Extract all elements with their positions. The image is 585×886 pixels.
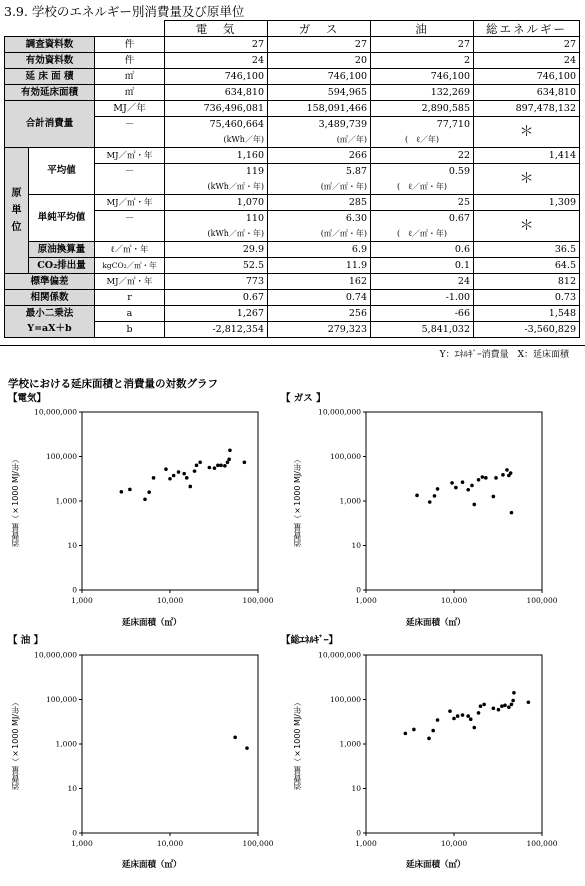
data-point: [182, 472, 186, 476]
header-oil: 油: [371, 21, 474, 37]
data-point: [492, 495, 496, 499]
table-row: 調査資料数 件 27 27 27 27: [5, 37, 580, 53]
x-tick-label: 10,000: [440, 596, 468, 605]
data-point: [456, 714, 460, 718]
y-tick-label: 1,000: [339, 739, 361, 749]
section-divider: [0, 345, 585, 346]
scatter-chart-oil: [0, 643, 290, 858]
x-tick-label: 1,000: [355, 839, 377, 848]
data-point: [492, 707, 496, 711]
data-point: [510, 511, 514, 515]
page-title: 3.9. 学校のエネルギー別消費量及び原単位: [4, 4, 245, 19]
data-point: [527, 700, 531, 704]
table-row: 最小二乗法 a 1,267 256 -66 1,548: [5, 306, 580, 322]
data-point: [152, 476, 156, 480]
data-point: [431, 729, 435, 733]
x-tick-label: 100,000: [242, 596, 274, 605]
data-point: [143, 497, 147, 501]
table-row: － 75,460,664 3,489,739 77,710 ＊: [5, 117, 580, 133]
data-point: [195, 464, 199, 468]
side-label-unit: 原単位: [5, 148, 29, 274]
y-axis-label: 消費量（×1000 MJ/年）: [293, 455, 302, 547]
x-tick-label: 10,000: [156, 839, 184, 848]
data-point: [164, 467, 168, 471]
data-point: [484, 476, 488, 480]
data-point: [216, 464, 220, 468]
data-point: [168, 477, 172, 481]
y-tick-label: 10: [67, 541, 77, 550]
data-point: [500, 704, 504, 708]
data-point: [461, 713, 465, 717]
y-tick-label: 1,000: [55, 739, 77, 749]
scatter-chart-gas: [284, 400, 574, 615]
data-point: [466, 488, 470, 492]
x-tick-label: 1,000: [71, 839, 93, 848]
table-row: 有効延床面積 ㎡ 634,810 594,965 132,269 634,810: [5, 85, 580, 101]
y-tick-label: 100,000: [329, 452, 361, 461]
y-tick-label: 10: [351, 541, 361, 550]
table-row: CO₂排出量 kgCO₂／㎡・年 52.5 11.9 0.1 64.5: [5, 258, 580, 274]
y-tick-label: 10,000,000: [34, 407, 77, 417]
data-point: [501, 473, 505, 477]
data-point: [219, 464, 223, 468]
data-point: [454, 486, 458, 490]
data-point: [208, 466, 212, 470]
x-tick-label: 100,000: [526, 839, 558, 848]
data-point: [415, 494, 419, 498]
table-row: (kWh／年) (㎥／年) ( ℓ／年): [5, 132, 580, 148]
data-point: [511, 699, 515, 703]
data-point: [228, 448, 232, 452]
y-tick-label: 0: [356, 585, 361, 595]
x-axis-label: 延床面積（㎡）: [406, 618, 466, 628]
x-tick-label: 1,000: [355, 596, 377, 605]
data-point: [510, 703, 514, 707]
data-point: [227, 457, 231, 461]
data-point: [452, 717, 456, 721]
data-point: [461, 480, 465, 484]
data-point: [469, 717, 473, 721]
x-tick-label: 10,000: [440, 839, 468, 848]
data-point: [188, 485, 192, 489]
table-row: － 119 5.87 0.59 ＊: [5, 164, 580, 180]
data-point: [233, 736, 237, 740]
data-point: [481, 475, 485, 479]
data-point: [472, 726, 476, 730]
data-point: [505, 468, 509, 472]
y-tick-label: 1,000: [339, 496, 361, 506]
header-electric: 電 気: [165, 21, 268, 37]
data-point: [193, 469, 197, 473]
y-tick-label: 10,000,000: [34, 650, 77, 660]
table-row: 有効資料数 件 24 20 2 24: [5, 53, 580, 69]
y-axis-label: 消費量（×1000 MJ/年）: [11, 455, 20, 547]
data-point: [243, 460, 247, 464]
table-note: Y：ｴﾈﾙｷﾞｰ消費量 X：延床面積: [439, 350, 569, 360]
data-point: [497, 708, 501, 712]
data-point: [512, 691, 516, 695]
data-point: [466, 714, 470, 718]
table-row: 延 床 面 積 ㎡ 746,100 746,100 746,100 746,100: [5, 69, 580, 85]
data-point: [172, 474, 176, 478]
data-point: [245, 746, 249, 750]
data-point: [185, 476, 189, 480]
plot-frame: [366, 412, 542, 590]
plot-frame: [82, 412, 258, 590]
data-point: [482, 703, 486, 707]
data-point: [198, 460, 202, 464]
data-point: [404, 732, 408, 736]
y-axis-label: 消費量（×1000 MJ/年）: [11, 698, 20, 790]
table-row: 単純平均値 MJ／㎡・年 1,070 285 25 1,309: [5, 195, 580, 211]
x-tick-label: 100,000: [526, 596, 558, 605]
data-point: [412, 728, 416, 732]
data-point: [213, 466, 217, 470]
y-tick-label: 0: [72, 828, 77, 838]
table-row: 原油換算量 ℓ／㎡・年 29.9 6.9 0.6 36.5: [5, 242, 580, 258]
x-tick-label: 100,000: [242, 839, 274, 848]
data-point: [177, 470, 181, 474]
chart-title-oil: 【 油 】: [8, 635, 44, 646]
x-axis-label: 延床面積（㎡）: [406, 860, 466, 870]
y-tick-label: 0: [72, 585, 77, 595]
chart-title-electric: 【電気】: [8, 393, 47, 404]
data-point: [503, 703, 507, 707]
data-point: [509, 471, 513, 475]
data-point: [120, 490, 124, 494]
y-tick-label: 10,000,000: [318, 650, 361, 660]
summary-table: [4, 20, 580, 338]
scatter-chart-total: [284, 643, 574, 858]
table-row: (kWh／㎡・年) (㎥／㎡・年) ( ℓ／㎡・年): [5, 179, 580, 195]
table-header-row: [5, 21, 580, 37]
data-point: [436, 487, 440, 491]
chart-title-gas: 【 ガス 】: [281, 393, 326, 404]
y-tick-label: 100,000: [329, 695, 361, 704]
y-tick-label: 100,000: [45, 695, 77, 704]
x-tick-label: 10,000: [156, 596, 184, 605]
plot-frame: [366, 655, 542, 833]
y-tick-label: 1,000: [55, 496, 77, 506]
x-axis-label: 延床面積（㎡）: [122, 618, 182, 628]
y-axis-label: 消費量（×1000 MJ/年）: [293, 698, 302, 790]
data-point: [450, 481, 454, 485]
data-point: [427, 737, 431, 741]
data-point: [477, 478, 481, 482]
y-tick-label: 100,000: [45, 452, 77, 461]
table-row: 標準偏差 MJ／㎡・年 773 162 24 812: [5, 274, 580, 290]
data-point: [477, 711, 481, 715]
y-tick-label: 10,000,000: [318, 407, 361, 417]
graphs-title: 学校における延床面積と消費量の対数グラフ: [8, 378, 218, 390]
data-point: [494, 476, 498, 480]
table-row: 原単位 平均値 MJ／㎡・年 1,160 266 22 1,414: [5, 148, 580, 164]
y-tick-label: 10: [351, 784, 361, 793]
table-row: 相関係数 r 0.67 0.74 -1.00 0.73: [5, 290, 580, 306]
data-point: [479, 704, 483, 708]
data-point: [470, 484, 474, 488]
x-axis-label: 延床面積（㎡）: [122, 860, 182, 870]
header-total: 総エネルギー: [474, 21, 580, 37]
plot-frame: [82, 655, 258, 833]
table-row: Y=aX＋b b -2,812,354 279,323 5,841,032 -3,560,829: [5, 322, 580, 338]
y-tick-label: 10: [67, 784, 77, 793]
data-point: [223, 464, 227, 468]
table-row: － 110 6.30 0.67 ＊: [5, 211, 580, 227]
y-tick-label: 0: [356, 828, 361, 838]
data-point: [472, 503, 476, 507]
scatter-chart-electric: [0, 400, 290, 615]
data-point: [428, 500, 432, 504]
data-point: [433, 494, 437, 498]
table-row: (kWh／㎡・年) (㎥／㎡・年) ( ℓ／㎡・年): [5, 226, 580, 242]
data-point: [448, 709, 452, 713]
table-row: 合計消費量 MJ／年 736,496,081 158,091,466 2,890,585 897,478,132: [5, 101, 580, 117]
data-point: [128, 488, 132, 492]
chart-title-total: 【総ｴﾈﾙｷﾞｰ】: [281, 635, 339, 646]
x-tick-label: 1,000: [71, 596, 93, 605]
data-point: [507, 705, 511, 709]
header-gas: ガ ス: [268, 21, 371, 37]
data-point: [147, 490, 151, 494]
data-point: [436, 718, 440, 722]
